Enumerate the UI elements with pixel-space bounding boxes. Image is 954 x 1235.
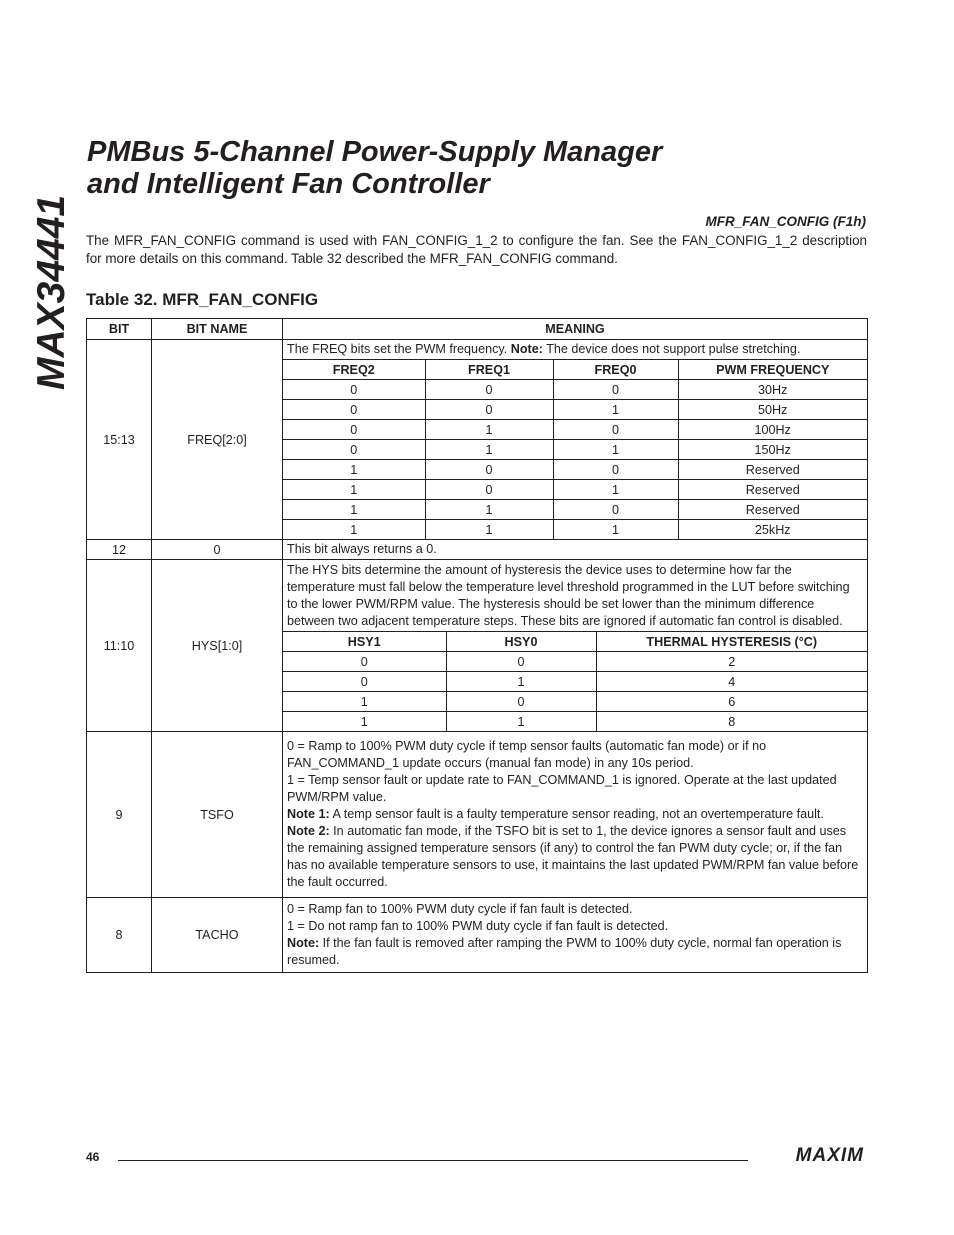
- intro-paragraph: The MFR_FAN_CONFIG command is used with FAN_CONFIG_1_2 to configure the fan. See the FAN_CONFIG_1_2 description for more details on this command. Table 32 described the MFR_FAN_CONFIG command.: [86, 233, 867, 266]
- freq-cell: Reserved: [678, 460, 867, 480]
- header-bit-name: BIT NAME: [152, 319, 283, 340]
- freq-subtable-row: [283, 520, 867, 540]
- hys-cell: 6: [596, 692, 867, 712]
- bit12-meaning: [283, 540, 868, 560]
- hys-subtable-row: [283, 692, 867, 712]
- freq-cell: 0: [283, 400, 425, 420]
- freq-cell: 0: [283, 420, 425, 440]
- freq-desc-start: The FREQ bits set the PWM frequency.: [287, 342, 511, 356]
- freq-header-freq1: FREQ1: [425, 360, 553, 380]
- freq-cell: 0: [425, 400, 553, 420]
- tsfo-meaning: [283, 732, 868, 898]
- table-row-freq: [87, 340, 868, 540]
- hys-meaning: [283, 560, 868, 732]
- freq-cell: 0: [425, 480, 553, 500]
- freq-cell: Reserved: [678, 500, 867, 520]
- freq-cell: 0: [553, 460, 678, 480]
- title-line-2: and Intelligent Fan Controller: [87, 168, 490, 200]
- freq-subtable-row: [283, 400, 867, 420]
- freq-cell: 1: [553, 520, 678, 540]
- maxim-logo: [756, 1145, 866, 1163]
- tsfo-note-2-label: Note 2:: [287, 824, 330, 838]
- freq-subtable-row: [283, 420, 867, 440]
- hys-cell: 1: [283, 712, 446, 732]
- table-row-bit12: [87, 540, 868, 560]
- freq-bit: 15:13: [87, 340, 152, 540]
- freq-cell: 1: [425, 420, 553, 440]
- freq-cell: 150Hz: [678, 440, 867, 460]
- freq-cell: 1: [425, 520, 553, 540]
- freq-subtable-row: [283, 460, 867, 480]
- hys-cell: 0: [283, 652, 446, 672]
- freq-cell: 1: [283, 500, 425, 520]
- hys-header-hsy0: HSY0: [446, 632, 596, 652]
- freq-cell: 0: [425, 380, 553, 400]
- hys-subtable: [283, 631, 867, 731]
- tacho-note-text: If the fan fault is removed after ramping the PWM to 100% duty cycle, normal fan operation is resumed.: [287, 936, 842, 967]
- freq-subtable-row: [283, 480, 867, 500]
- hys-cell: 1: [283, 692, 446, 712]
- tacho-bit: 8: [87, 898, 152, 973]
- bit12-desc: This bit always returns a 0.: [287, 542, 437, 556]
- freq-subtable-row: [283, 440, 867, 460]
- freq-cell: 0: [425, 460, 553, 480]
- freq-cell: 30Hz: [678, 380, 867, 400]
- section-heading: MFR_FAN_CONFIG (F1h): [705, 214, 866, 229]
- freq-cell: 1: [553, 480, 678, 500]
- hys-header-thermal-hysteresis: THERMAL HYSTERESIS (°C): [596, 632, 867, 652]
- freq-cell: 1: [425, 500, 553, 520]
- tsfo-note-1: [287, 806, 863, 823]
- tacho-meaning: [283, 898, 868, 973]
- hys-subtable-row: [283, 712, 867, 732]
- side-part-number: MAX34441: [30, 194, 73, 390]
- freq-desc-end: The device does not support pulse stretching.: [542, 342, 801, 356]
- hys-cell: 2: [596, 652, 867, 672]
- hys-cell: 0: [283, 672, 446, 692]
- document-title: [87, 136, 662, 200]
- hys-subtable-header: [283, 632, 867, 652]
- freq-cell: 0: [283, 440, 425, 460]
- freq-cell: 1: [283, 460, 425, 480]
- freq-cell: 1: [283, 520, 425, 540]
- freq-header-pwm-frequency: PWM FREQUENCY: [678, 360, 867, 380]
- hys-bit: 11:10: [87, 560, 152, 732]
- tacho-line-1: 1 = Do not ramp fan to 100% PWM duty cycle if fan fault is detected.: [287, 919, 669, 933]
- mfr-fan-config-table: [86, 318, 868, 973]
- tsfo-line-1: 1 = Temp sensor fault or update rate to FAN_COMMAND_1 is ignored. Operate at the last updated PWM/RPM value.: [287, 773, 837, 804]
- table-row-tsfo: [87, 732, 868, 898]
- freq-cell: 0: [553, 380, 678, 400]
- tsfo-note-1-label: Note 1:: [287, 807, 330, 821]
- freq-cell: 50Hz: [678, 400, 867, 420]
- freq-cell: 1: [425, 440, 553, 460]
- freq-cell: 1: [553, 400, 678, 420]
- freq-subtable: [283, 359, 867, 539]
- tsfo-note-2: [287, 823, 863, 891]
- table-row-hys: [87, 560, 868, 732]
- freq-cell: 0: [553, 420, 678, 440]
- hys-cell: 1: [446, 672, 596, 692]
- tsfo-note-2-text: In automatic fan mode, if the TSFO bit is set to 1, the device ignores a sensor fault and uses the remaining assigned temperature sensors (if any) to control the fan PWM duty cycle; or, if the fan has no available temperature sensors to use, it maintains the last updated PWM/RPM fan value before the fault occurred.: [287, 824, 859, 889]
- table-header-row: [87, 319, 868, 340]
- freq-header-freq0: FREQ0: [553, 360, 678, 380]
- hys-desc: The HYS bits determine the amount of hysteresis the device uses to determine how far the temperature must fall below the temperature level threshold programmed in the LUT before switching to the lower PWM/RPM value. The hysteresis should be set lower than the minimum difference between two adjacent temperature steps. These bits are ignored if automatic fan control is disabled.: [287, 563, 850, 628]
- tacho-bit-name: TACHO: [152, 898, 283, 973]
- freq-note-label: Note:: [510, 342, 543, 356]
- freq-cell: 1: [553, 440, 678, 460]
- footer-rule: [118, 1160, 748, 1161]
- tsfo-note-1-text: A temp sensor fault is a faulty temperature sensor reading, not an overtemperature fault.: [329, 807, 824, 821]
- header-bit: BIT: [87, 319, 152, 340]
- tsfo-bit-name: TSFO: [152, 732, 283, 898]
- freq-cell: 25kHz: [678, 520, 867, 540]
- freq-cell: Reserved: [678, 480, 867, 500]
- freq-subtable-row: [283, 500, 867, 520]
- tacho-line-0: 0 = Ramp fan to 100% PWM duty cycle if fan fault is detected.: [287, 902, 633, 916]
- table-row-tacho: [87, 898, 868, 973]
- hys-cell: 0: [446, 692, 596, 712]
- freq-bit-name: FREQ[2:0]: [152, 340, 283, 540]
- hys-subtable-row: [283, 672, 867, 692]
- table-title: Table 32. MFR_FAN_CONFIG: [86, 290, 319, 309]
- tsfo-line-0: 0 = Ramp to 100% PWM duty cycle if temp sensor faults (automatic fan mode) or if no FAN_COMMAND_1 update occurs (manual fan mode) in any 10s period.: [287, 739, 767, 770]
- freq-cell: 1: [283, 480, 425, 500]
- tacho-note: [287, 935, 863, 969]
- freq-cell: 0: [553, 500, 678, 520]
- title-line-1: PMBus 5-Channel Power-Supply Manager: [87, 136, 663, 168]
- bit12-bit-name: 0: [152, 540, 283, 560]
- hys-cell: 1: [446, 712, 596, 732]
- freq-header-freq2: FREQ2: [283, 360, 425, 380]
- bit12-bit: 12: [87, 540, 152, 560]
- tacho-note-label: Note:: [287, 936, 320, 950]
- freq-subtable-header: [283, 360, 867, 380]
- header-meaning: MEANING: [283, 319, 868, 340]
- hys-header-hsy1: HSY1: [283, 632, 446, 652]
- maxim-logo-text: MAXIM: [795, 1145, 864, 1163]
- freq-cell: 0: [283, 380, 425, 400]
- hys-cell: 8: [596, 712, 867, 732]
- hys-cell: 4: [596, 672, 867, 692]
- hys-subtable-row: [283, 652, 867, 672]
- freq-meaning: [283, 340, 868, 540]
- tsfo-bit: 9: [87, 732, 152, 898]
- hys-bit-name: HYS[1:0]: [152, 560, 283, 732]
- freq-subtable-row: [283, 380, 867, 400]
- page-number: 46: [86, 1150, 100, 1164]
- hys-cell: 0: [446, 652, 596, 672]
- freq-cell: 100Hz: [678, 420, 867, 440]
